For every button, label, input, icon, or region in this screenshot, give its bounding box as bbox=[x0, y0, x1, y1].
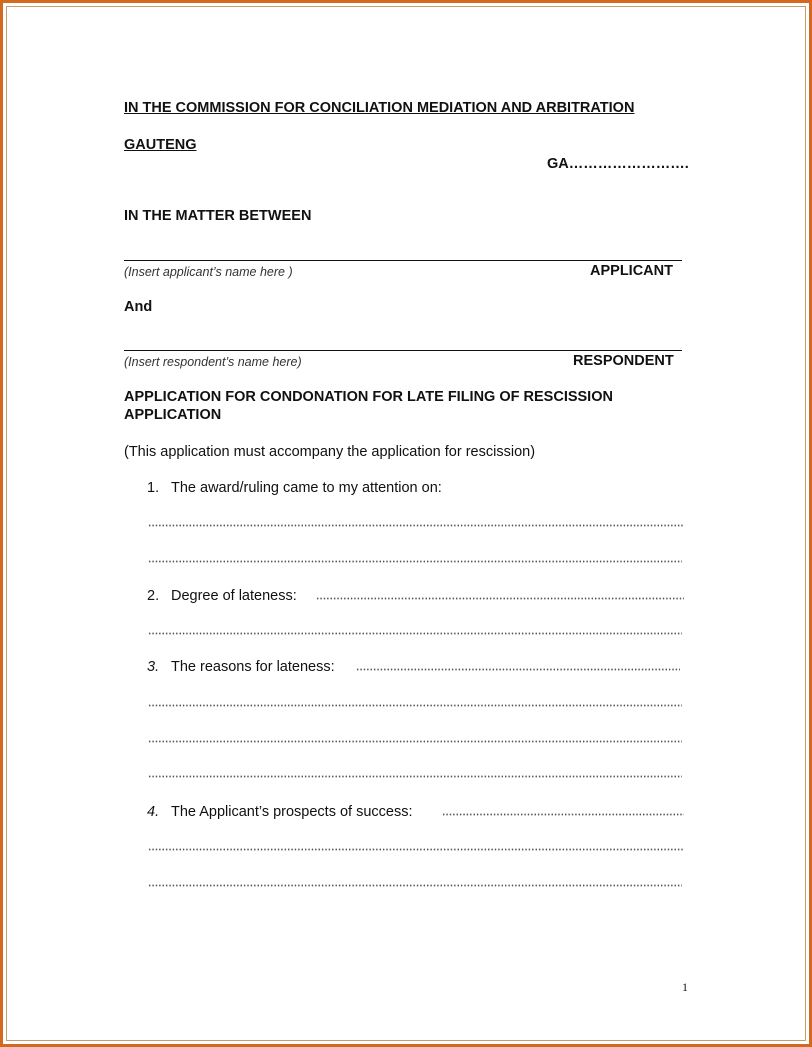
respondent-label: RESPONDENT bbox=[573, 353, 674, 369]
respondent-name-line[interactable] bbox=[124, 350, 682, 351]
item-4-label: The Applicant’s prospects of success: bbox=[171, 804, 413, 820]
item-1-label: The award/ruling came to my attention on: bbox=[171, 480, 442, 496]
application-note: (This application must accompany the application for rescission) bbox=[124, 444, 536, 460]
page-number: 1 bbox=[682, 980, 688, 994]
and-label: And bbox=[124, 299, 153, 315]
item-4-answer-line-2[interactable] bbox=[148, 879, 682, 889]
item-2-answer-inline[interactable] bbox=[316, 592, 684, 602]
item-2-answer-line-1[interactable] bbox=[148, 627, 682, 637]
item-2-label: Degree of lateness: bbox=[171, 588, 297, 604]
item-1-answer-line-2[interactable] bbox=[148, 555, 682, 565]
case-reference: GA……………………. bbox=[547, 156, 689, 172]
item-3-answer-line-1[interactable] bbox=[148, 699, 682, 709]
item-4-answer-inline[interactable] bbox=[442, 808, 684, 818]
item-3-label: The reasons for lateness: bbox=[171, 659, 335, 675]
item-4-answer-line-1[interactable] bbox=[148, 843, 684, 853]
item-2-number: 2. bbox=[147, 588, 160, 604]
respondent-hint: (Insert respondent’s name here) bbox=[124, 355, 302, 369]
item-3-answer-line-2[interactable] bbox=[148, 735, 682, 745]
item-3-number: 3. bbox=[147, 659, 160, 675]
applicant-name-line[interactable] bbox=[124, 260, 682, 261]
item-1-number: 1. bbox=[147, 480, 160, 496]
applicant-label: APPLICANT bbox=[590, 263, 673, 279]
application-title-line1: APPLICATION FOR CONDONATION FOR LATE FILING OF RESCISSION bbox=[124, 389, 613, 405]
item-3-answer-inline[interactable] bbox=[356, 663, 680, 673]
region-heading: GAUTENG bbox=[124, 137, 197, 153]
item-1-answer-line-1[interactable] bbox=[148, 519, 684, 529]
item-3-answer-line-3[interactable] bbox=[148, 770, 682, 780]
applicant-hint: (Insert applicant’s name here ) bbox=[124, 265, 293, 279]
document-title: IN THE COMMISSION FOR CONCILIATION MEDIATION AND ARBITRATION bbox=[124, 100, 635, 116]
item-4-number: 4. bbox=[147, 804, 160, 820]
matter-between-heading: IN THE MATTER BETWEEN bbox=[124, 208, 312, 224]
application-title-line2: APPLICATION bbox=[124, 407, 222, 423]
